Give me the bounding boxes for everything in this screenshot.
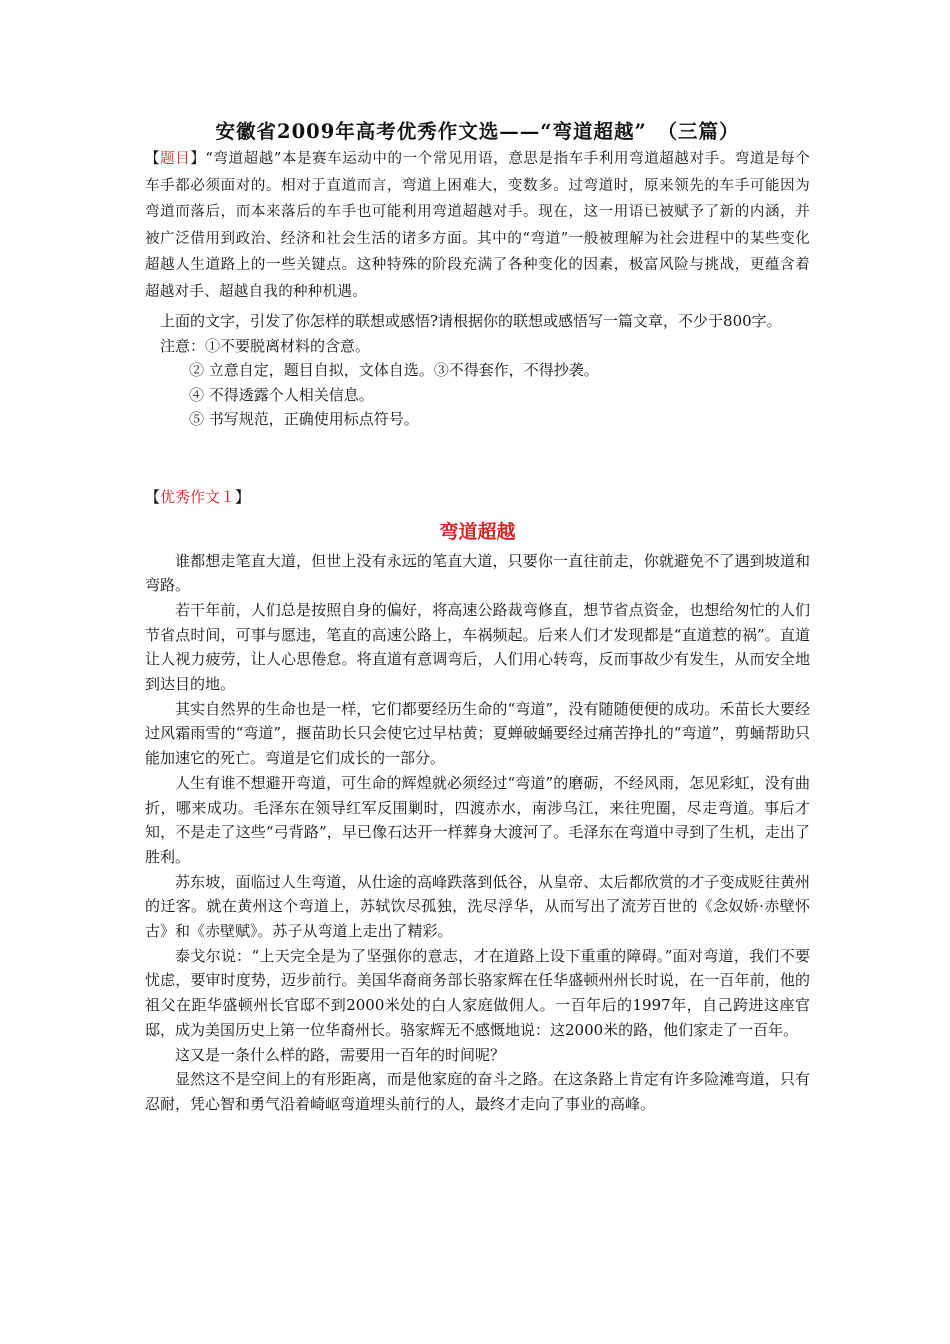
note-line: ④ 不得透露个人相关信息。 — [189, 385, 374, 404]
document-page — [145, 118, 810, 1117]
prompt-paragraph — [145, 146, 810, 305]
essay-paragraph: 其实自然界的生命也是一样，它们都要经历生命的“弯道”，没有随随便便的成功。禾苗长大要经过风霜雨雪的“弯道”，揠苗助长只会使它过早枯黄；夏蝉破蛹要经过痛苦挣扎的“弯道”，剪蛹帮助只能加速它的死亡。弯道是它们成长的一部分。 — [145, 699, 810, 768]
essay-paragraph: 苏东坡，面临过人生弯道，从仕途的高峰跌落到低谷，从皇帝、太后都欣赏的才子变成贬往黄州的迁客。就在黄州这个弯道上，苏轼饮尽孤独，洗尽浮华，从而写出了流芳百世的《念奴娇·赤壁怀古》和《赤壁赋》。苏子从弯道上走出了精彩。 — [145, 872, 810, 941]
question-text: 上面的文字，引发了你怎样的联想或感悟?请根据你的联想或感悟写一篇文章，不少于800字。 — [160, 312, 782, 330]
essay-title: 弯道超越 — [439, 520, 516, 543]
prompt-label-close: 】 — [190, 151, 206, 167]
essay-paragraph: 人生有谁不想避开弯道，可生命的辉煌就必须经过“弯道”的磨砺，不经风雨，怎见彩虹，没有曲折，哪来成功。毛泽东在领导红军反围剿时，四渡赤水，南涉乌江，来往兜圈，尽走弯道。事后才知，不是走了这些“弓背路”，早已像石达开一样葬身大渡河了。毛泽东在弯道中寻到了生机，走出了胜利。 — [145, 773, 810, 866]
essay-paragraph: 这又是一条什么样的路，需要用一百年的时间呢？ — [175, 1045, 506, 1064]
prompt-label-open: 【 — [145, 151, 161, 167]
prompt-label: 题目 — [160, 151, 191, 167]
essay-paragraph: 谁都想走笔直大道，但世上没有永远的笔直大道，只要你一直往前走，你就避免不了遇到坡道和弯路。 — [145, 551, 810, 595]
note-line: ⑤ 书写规范，正确使用标点符号。 — [189, 410, 419, 428]
prompt-text: “弯道超越”本是赛车运动中的一个常见用语，意思是指车手利用弯道超越对手。弯道是每个车手都必须面对的。相对于直道而言，弯道上困难大，变数多。过弯道时，原来领先的车手可能因为弯道而落后，而本来落后的车手也可能利用弯道超越对手。现在，这一用语已被赋予了新的内涵，并被广泛借用到政治、经济和社会生活的诸多方面。其中的“弯道”一般被理解为社会进程中的某些变化超越人生道路上的一些关键点。这种特殊的阶段充满了各种变化的因素，极富风险与挑战，更蕴含着超越对手、超越自我的种种机遇。 — [145, 151, 810, 300]
notes-block — [145, 334, 810, 432]
essay-body — [145, 549, 810, 1117]
section-label-text: 优秀作文１ — [160, 487, 236, 506]
section-label-open: 【 — [145, 487, 161, 506]
section-label — [145, 485, 810, 509]
note-line: 注意：①不要脱离材料的含意。 — [160, 336, 371, 355]
essay-paragraph: 显然这不是空间上的有形距离，而是他家庭的奋斗之路。在这条路上肯定有许多险滩弯道，只有忍耐，凭心智和勇气沿着崎岖弯道埋头前行的人，最终才走向了事业的高峰。 — [145, 1070, 810, 1113]
essay-paragraph: 若干年前，人们总是按照自身的偏好，将高速公路裁弯修直，想节省点资金，也想给匆忙的人们节省点时间，可事与愿违，笔直的高速公路上，车祸频起。后来人们才发现都是“直道惹的祸”。直道让人视力疲劳，让人心思倦怠。将直道有意调弯后，人们用心转弯，反而事故少有发生，从而安全地到达目的地。 — [145, 600, 810, 694]
note-line: ② 立意自定，题目自拟，文体自选。③不得套作，不得抄袭。 — [189, 361, 599, 379]
document-title: 安徽省2009年高考优秀作文选——“弯道超越” （三篇） — [215, 120, 740, 143]
section-label-close: 】 — [235, 487, 251, 506]
essay-paragraph: 泰戈尔说：“上天完全是为了坚强你的意志，才在道路上设下重重的障碍。”面对弯道，我们不要忧虑，要审时度势，迈步前行。美国华裔商务部长骆家辉在任华盛顿州州长时说，在一百年前，他的祖父在距华盛顿州长官邸不到2000米处的白人家庭做佣人。一百年后的1997年，自己跨进这座官邸，成为美国历史上第一位华裔州长。骆家辉无不感慨地说：这2000米的路，他们家走了一百年。 — [145, 946, 810, 1039]
